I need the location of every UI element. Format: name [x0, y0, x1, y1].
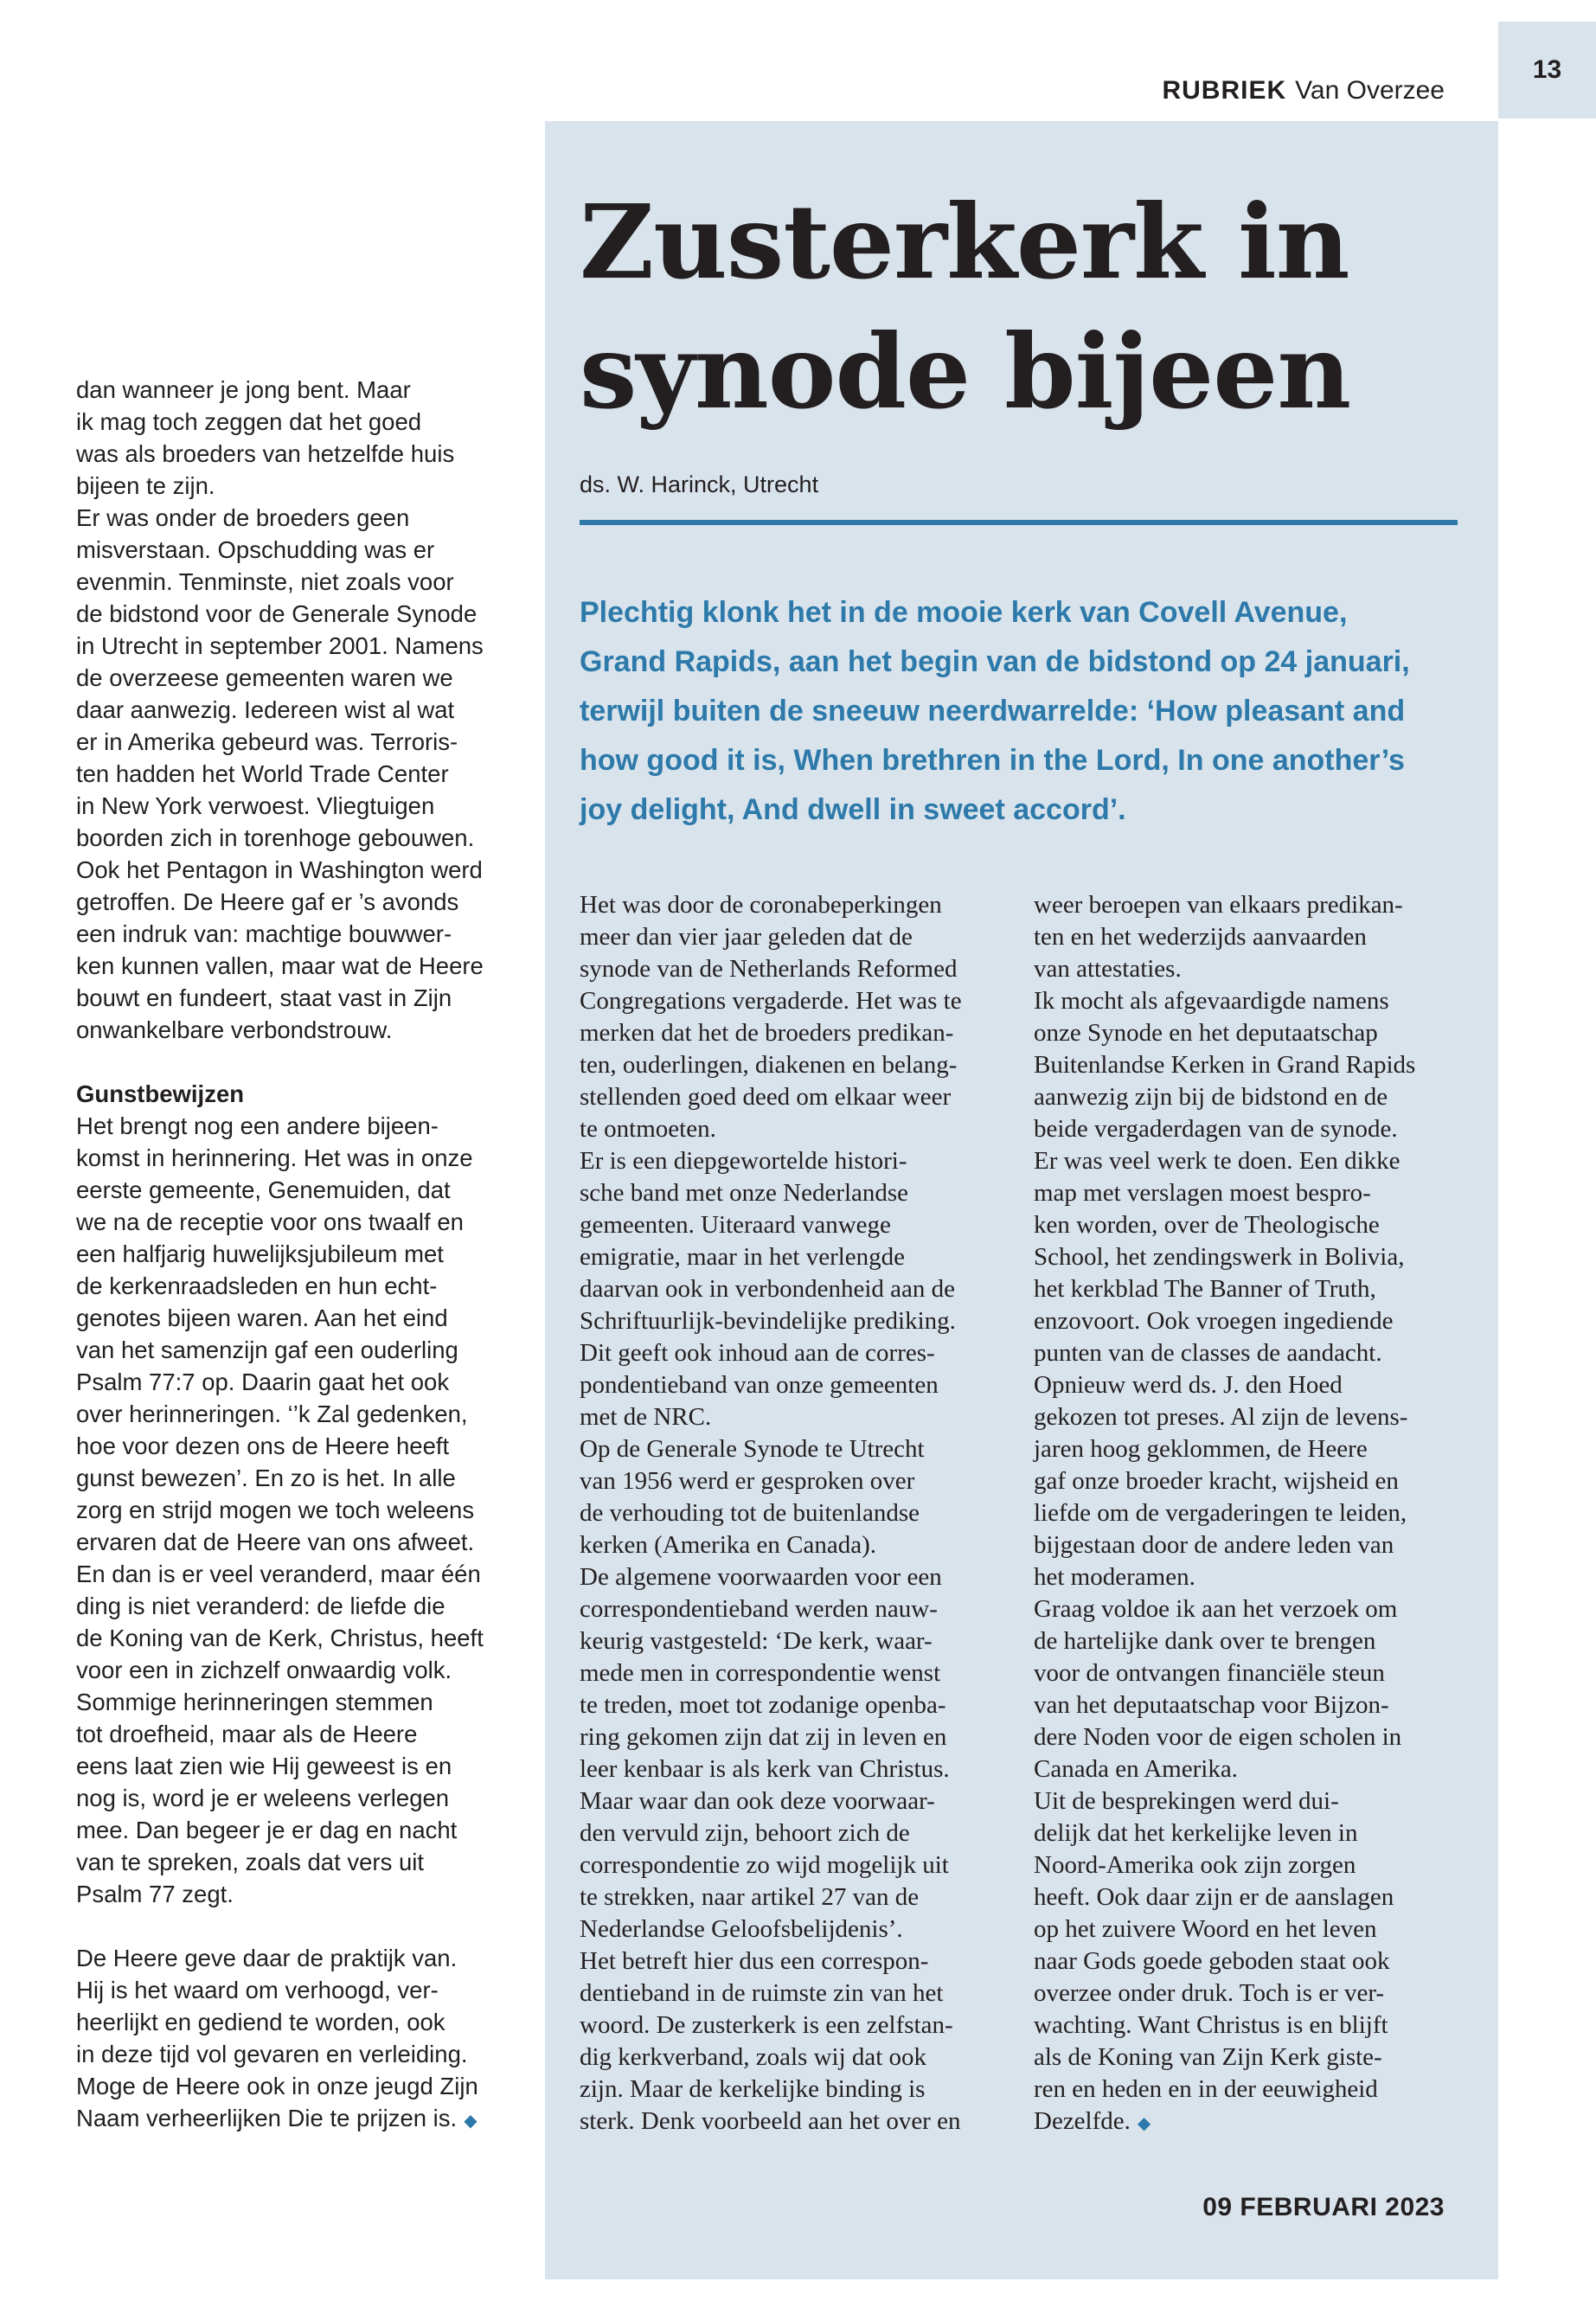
text-line: Psalm 77:7 op. Daarin gaat het ook — [76, 1368, 450, 1395]
left-paragraph-3 — [76, 1942, 526, 2102]
middle-column — [580, 889, 1012, 2138]
end-mark-icon: ◆ — [1137, 2114, 1151, 2133]
text-line: ten hadden het World Trade Center — [76, 760, 449, 787]
text-line: getroffen. De Heere gaf er ’s avonds — [76, 888, 459, 915]
text-line: Psalm 77 zegt. — [76, 1881, 234, 1907]
text-line: Moge de Heere ook in onze jeugd Zijn — [76, 2073, 478, 2099]
text-line: was als broeders van hetzelfde huis — [76, 440, 455, 467]
text-line: Hij is het waard om verhoogd, ver- — [76, 1977, 439, 2003]
text-line: bouwt en fundeert, staat vast in Zijn — [76, 984, 452, 1011]
left-paragraph-1 — [76, 374, 526, 1046]
left-paragraph-2 — [76, 1110, 526, 1910]
text-line: ervaren dat de Heere van ons afweet. — [76, 1529, 475, 1555]
text-line: how good it is, When brethren in the Lord, In one another’s — [580, 744, 1405, 777]
text-line: Er is een diepgewortelde histori- — [580, 1147, 907, 1175]
text-line: Plechtig klonk het in de mooie kerk van Covell Avenue, — [580, 596, 1348, 629]
text-line: Dit geeft ook inhoud aan de corres- — [580, 1339, 935, 1367]
text-line: gaf onze broeder kracht, wijsheid en — [1034, 1467, 1399, 1495]
text-line: Noord-Amerika ook zijn zorgen — [1034, 1851, 1356, 1879]
text-line: ding is niet veranderd: de liefde die — [76, 1593, 445, 1619]
text-line: jaren hoog geklommen, de Heere — [1034, 1435, 1368, 1463]
text-line: op het zuivere Woord en het leven — [1034, 1915, 1377, 1943]
text-line: joy delight, And dwell in sweet accord’. — [580, 793, 1126, 826]
text-line: keurig vastgesteld: ‘De kerk, waar- — [580, 1627, 933, 1655]
text-line: te ontmoeten. — [580, 1115, 716, 1143]
text-line: voor een in zichzelf onwaardig volk. — [76, 1657, 452, 1683]
text-line: de bidstond voor de Generale Synode — [76, 600, 478, 627]
text-line: ken worden, over de Theologische — [1034, 1211, 1380, 1239]
text-line: dig kerkverband, zoals wij dat ook — [580, 2043, 927, 2071]
text-line: Buitenlandse Kerken in Grand Rapids — [1034, 1051, 1416, 1079]
text-line: bijeen te zijn. — [76, 472, 215, 499]
text-line: gekozen tot preses. Al zijn de levens- — [1034, 1403, 1408, 1431]
text-line: nog is, word je er weleens verlegen — [76, 1785, 450, 1811]
text-line: de hartelijke dank over te brengen — [1034, 1627, 1376, 1655]
text-line: met de NRC. — [580, 1403, 712, 1431]
text-line: punten van de classes de aandacht. — [1034, 1339, 1382, 1367]
text-line: Het betreft hier dus een correspon- — [580, 1947, 929, 1975]
text-line: Ik mocht als afgevaardigde namens — [1034, 987, 1389, 1015]
text-line: sterk. Denk voorbeeld aan het over en — [580, 2107, 961, 2135]
text-line: onze Synode en het deputaatschap — [1034, 1019, 1378, 1047]
text-line: eerste gemeente, Genemuiden, dat — [76, 1176, 451, 1203]
text-line: En dan is er veel veranderd, maar één — [76, 1561, 481, 1587]
text-line: terwijl buiten de sneeuw neerdwarrelde: ‘How pleasant and — [580, 695, 1406, 727]
text-line: genotes bijeen waren. Aan het eind — [76, 1304, 448, 1331]
text-line: de verhouding tot de buitenlandse — [580, 1499, 920, 1527]
text-line: in Utrecht in september 2001. Namens — [76, 632, 484, 659]
text-line: woord. De zusterkerk is een zelfstan- — [580, 2011, 953, 2039]
rubriek-name: Van Overzee — [1295, 76, 1445, 105]
text-line: overzee onder druk. Toch is er ver- — [1034, 1979, 1385, 2007]
text-line: Congregations vergaderde. Het was te — [580, 987, 962, 1015]
article-author: ds. W. Harinck, Utrecht — [580, 471, 819, 497]
text-line: weer beroepen van elkaars predikan- — [1034, 891, 1403, 919]
text-line: Canada en Amerika. — [1034, 1755, 1238, 1783]
text-line: in New York verwoest. Vliegtuigen — [76, 792, 435, 819]
text-line: ren en heden en in der eeuwigheid — [1034, 2075, 1378, 2103]
end-mark-icon: ◆ — [464, 2112, 478, 2131]
text-line: dan wanneer je jong bent. Maar — [76, 376, 411, 403]
text-line: bijgestaan door de andere leden van — [1034, 1531, 1394, 1559]
text-line: Er was veel werk te doen. Een dikke — [1034, 1147, 1401, 1175]
text-line: te treden, moet tot zodanige openba- — [580, 1691, 946, 1719]
text-line: in deze tijd vol gevaren en verleiding. — [76, 2041, 468, 2067]
text-line: eens laat zien wie Hij geweest is en — [76, 1753, 452, 1779]
text-line: Op de Generale Synode te Utrecht — [580, 1435, 925, 1463]
text-line: voor de ontvangen financiële steun — [1034, 1659, 1385, 1687]
text-line: liefde om de vergaderingen te leiden, — [1034, 1499, 1407, 1527]
text-line: evenmin. Tenminste, niet zoals voor — [76, 568, 454, 595]
text-line: Ook het Pentagon in Washington werd — [76, 856, 483, 883]
text-line: misverstaan. Opschudding was er — [76, 536, 435, 563]
right-last-line: Dezelfde. ◆ — [1034, 2107, 1151, 2135]
text-line: aanwezig zijn bij de bidstond en de — [1034, 1083, 1388, 1111]
text-line: correspondentie zo wijd mogelijk uit — [580, 1851, 949, 1879]
left-last-line: Naam verheerlijken Die te prijzen is. ◆ — [76, 2105, 478, 2131]
issue-date: 09 FEBRUARI 2023 — [1202, 2193, 1445, 2221]
text-line: het moderamen. — [1034, 1563, 1195, 1591]
text-line: emigratie, maar in het verlengde — [580, 1243, 906, 1271]
text-line: Opnieuw werd ds. J. den Hoed — [1034, 1371, 1343, 1399]
title-line: Zusterkerk in — [580, 182, 1349, 302]
text-line: we na de receptie voor ons twaalf en — [76, 1208, 464, 1235]
text-line: Grand Rapids, aan het begin van de bidstond op 24 januari, — [580, 645, 1410, 678]
text-line: tot droefheid, maar als de Heere — [76, 1721, 418, 1747]
rubriek-label: RUBRIEK — [1162, 76, 1287, 105]
text-line: als de Koning van Zijn Kerk giste- — [1034, 2043, 1382, 2071]
text-line: Maar waar dan ook deze voorwaar- — [580, 1787, 935, 1815]
text-line: over herinneringen. ‘’k Zal gedenken, — [76, 1400, 468, 1427]
text-line: Het brengt nog een andere bijeen- — [76, 1112, 439, 1139]
text-line: sche band met onze Nederlandse — [580, 1179, 909, 1207]
text-line: correspondentieband werden nauw- — [580, 1595, 938, 1623]
text-line: dere Noden voor de eigen scholen in — [1034, 1723, 1402, 1751]
text-line: heerlijkt en gediend te worden, ook — [76, 2009, 445, 2035]
text-line: gunst bewezen’. En zo is het. In alle — [76, 1465, 456, 1491]
text-line: map met verslagen moest bespro- — [1034, 1179, 1371, 1207]
text-line: de Koning van de Kerk, Christus, heeft — [76, 1625, 484, 1651]
text-line: ik mag toch zeggen dat het goed — [76, 408, 422, 435]
text-line: Sommige herinneringen stemmen — [76, 1689, 433, 1715]
text-line: merken dat het de broeders predikan- — [580, 1019, 954, 1047]
text-line: Schriftuurlijk-bevindelijke prediking. — [580, 1307, 956, 1335]
text-line: van het deputaatschap voor Bijzon- — [1034, 1691, 1389, 1719]
text-line: Nederlandse Geloofsbelijdenis’. — [580, 1915, 903, 1943]
text-line: het kerkblad The Banner of Truth, — [1034, 1275, 1376, 1303]
text-line: De Heere geve daar de praktijk van. — [76, 1945, 458, 1971]
text-line: zorg en strijd mogen we toch weleens — [76, 1497, 475, 1523]
text-line: meer dan vier jaar geleden dat de — [580, 923, 913, 951]
text-line: ken kunnen vallen, maar wat de Heere — [76, 952, 484, 979]
text-line: ten en het wederzijds aanvaarden — [1034, 923, 1367, 951]
text-line: beide vergaderdagen van de synode. — [1034, 1115, 1398, 1143]
text-line: ring gekomen zijn dat zij in leven en — [580, 1723, 947, 1751]
text-line: een indruk van: machtige bouwwer- — [76, 920, 452, 947]
text-line: van het samenzijn gaf een ouderling — [76, 1336, 458, 1363]
text-line: pondentieband van onze gemeenten — [580, 1371, 939, 1399]
text-line: mede men in correspondentie wenst — [580, 1659, 941, 1687]
text-line: De algemene voorwaarden voor een — [580, 1563, 942, 1591]
text-line: wachting. Want Christus is en blijft — [1034, 2011, 1388, 2039]
title-divider — [580, 520, 1458, 525]
text-line: delijk dat het kerkelijke leven in — [1034, 1819, 1358, 1847]
text-line: daarvan ook in verbondenheid aan de — [580, 1275, 956, 1303]
text-line: Graag voldoe ik aan het verzoek om — [1034, 1595, 1398, 1623]
text-line: onwankelbare verbondstrouw. — [76, 1016, 393, 1043]
title-line: synode bijeen — [580, 311, 1351, 432]
text-line: gemeenten. Uiteraard vanwege — [580, 1211, 891, 1239]
text-line: een halfjarig huwelijksjubileum met — [76, 1240, 444, 1267]
text-line: Het was door de coronabeperkingen — [580, 891, 942, 919]
article-title — [580, 177, 1445, 437]
text-line: leer kenbaar is als kerk van Christus. — [580, 1755, 950, 1783]
text-line: hoe voor dezen ons de Heere heeft — [76, 1433, 450, 1459]
text-line: enzovoort. Ook vroegen ingediende — [1034, 1307, 1394, 1335]
text-line: School, het zendingswerk in Bolivia, — [1034, 1243, 1405, 1271]
article-lead — [580, 588, 1462, 835]
left-column — [76, 374, 526, 2138]
text-line: van 1956 werd er gesproken over — [580, 1467, 915, 1495]
text-line: komst in herinnering. Het was in onze — [76, 1144, 473, 1171]
text-line: daar aanwezig. Iedereen wist al wat — [76, 696, 455, 723]
text-line: Uit de besprekingen werd dui- — [1034, 1787, 1339, 1815]
text-line: van te spreken, zoals dat vers uit — [76, 1849, 425, 1875]
text-line: den vervuld zijn, behoort zich de — [580, 1819, 910, 1847]
text-line: boorden zich in torenhoge gebouwen. — [76, 824, 475, 851]
text-line: kerken (Amerika en Canada). — [580, 1531, 877, 1559]
text-line: heeft. Ook daar zijn er de aanslagen — [1034, 1883, 1394, 1911]
text-line: naar Gods goede geboden staat ook — [1034, 1947, 1390, 1975]
text-line: te strekken, naar artikel 27 van de — [580, 1883, 920, 1911]
text-line: mee. Dan begeer je er dag en nacht — [76, 1817, 458, 1843]
text-line: synode van de Netherlands Reformed — [580, 955, 958, 983]
text-line: stellenden goed deed om elkaar weer — [580, 1083, 952, 1111]
text-line: er in Amerika gebeurd was. Terroris- — [76, 728, 458, 755]
text-line: de kerkenraadsleden en hun echt- — [76, 1272, 438, 1299]
right-column — [1034, 889, 1466, 2140]
text-line: dentieband in de ruimste zin van het — [580, 1979, 944, 2007]
text-line: de overzeese gemeenten waren we — [76, 664, 453, 691]
right-column-lines — [1034, 889, 1466, 2106]
page-number: 13 — [1498, 22, 1596, 119]
text-line: ten, ouderlingen, diakenen en belang- — [580, 1051, 958, 1079]
text-line: van attestaties. — [1034, 955, 1182, 983]
section-header — [1162, 76, 1445, 106]
subheading-gunstbewijzen: Gunstbewijzen — [76, 1080, 245, 1107]
text-line: Er was onder de broeders geen — [76, 504, 410, 531]
text-line: zijn. Maar de kerkelijke binding is — [580, 2075, 926, 2103]
